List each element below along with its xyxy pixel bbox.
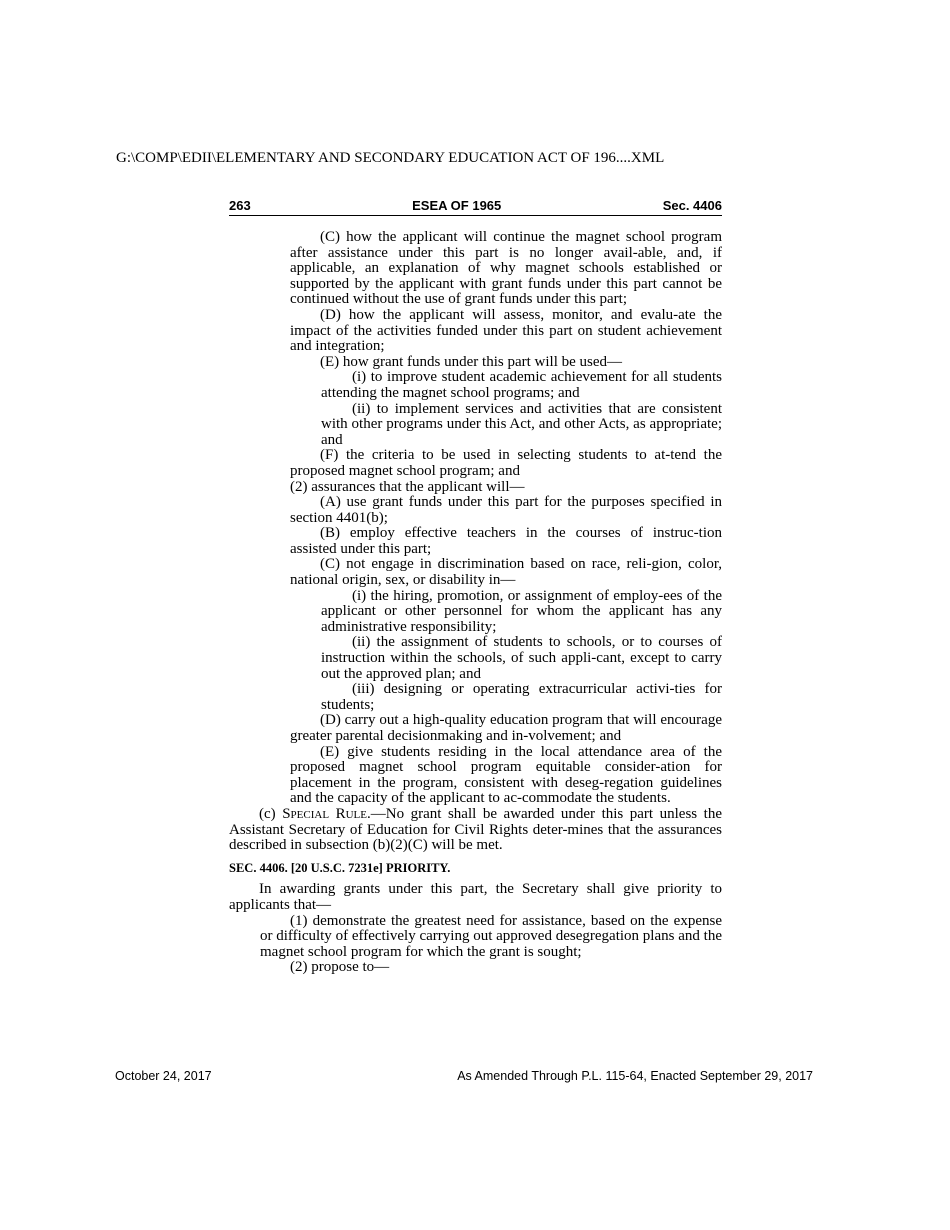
level-2-block	[229, 495, 722, 589]
priority-1: (1) demonstrate the greatest need for assistance, based on the expense or difficulty of effectively carrying out approved desegregation plans and the magnet school program for which the grant is sought;	[260, 912, 722, 960]
special-rule-text: .—No grant shall be awarded under this part unless the Assistant Secretary of Education for Civil Rights deter-mines that the assurances described in subsection (b)(2)(C) will be met.	[229, 805, 723, 854]
paragraph-b-D: (D) how the applicant will assess, monitor, and evalu-ate the impact of the activities funded under this part on student achievement and integration;	[290, 306, 722, 355]
paragraph-b-E-i: (i) to improve student academic achievement for all students attending the magnet school programs; and	[321, 369, 722, 401]
paragraph-2: (2) assurances that the applicant will—	[290, 478, 525, 495]
level-2-block	[229, 230, 722, 370]
paragraph-2-B: (B) employ effective teachers in the courses of instruc-tion assisted under this part;	[290, 525, 722, 557]
paragraph-2-C-iii: (iii) designing or operating extracurricular activi-ties for students;	[321, 681, 722, 713]
section-intro: In awarding grants under this part, the Secretary shall give priority to applicants that—	[229, 881, 722, 913]
paragraph-2-C: (C) not engage in discrimination based on race, reli-gion, color, national origin, sex, or disability in—	[290, 556, 722, 589]
paragraph-b-F: (F) the criteria to be used in selecting students to at-tend the proposed magnet school program; and	[290, 447, 722, 479]
section-heading: SEC. 4406. [20 U.S.C. 7231e] PRIORITY.	[229, 860, 451, 875]
paragraph-b-E-ii: (ii) to implement services and activities that are consistent with other programs under this Act, and other Acts, as appropriate; and	[321, 400, 722, 448]
priority-2: (2) propose to—	[290, 959, 390, 976]
level-3-block	[229, 589, 722, 714]
running-header	[229, 198, 722, 216]
level-1-block	[229, 480, 722, 496]
running-title: ESEA OF 1965	[412, 198, 502, 213]
paragraph-2-C-i: (i) the hiring, promotion, or assignment of employ-ees of the applicant or other personnel for whom the applicant has any administrative responsibility;	[321, 587, 722, 635]
level-2-block	[229, 448, 722, 479]
footer-date: October 24, 2017	[115, 1069, 212, 1083]
subsection-c-label: (c)	[259, 805, 283, 822]
paragraph-2-C-ii: (ii) the assignment of students to schools, or to courses of instruction within the schools, of such appli-cant, except to carry out the approved plan; and	[321, 634, 722, 682]
file-path: G:\COMP\EDII\ELEMENTARY AND SECONDARY EDUCATION ACT OF 196....XML	[116, 150, 665, 166]
section-label: Sec. 4406	[662, 198, 722, 213]
paragraph-2-E: (E) give students residing in the local attendance area of the proposed magnet school program equitable consider-ation for placement in the program, consistent with deseg-regation guidelines and the capacity of the applicant to ac-commodate the students.	[290, 743, 722, 807]
paragraph-2-D: (D) carry out a high-quality education program that will encourage greater parental decisionmaking and in-volvement; and	[290, 712, 722, 744]
level-3-block	[229, 370, 722, 448]
level-2-block	[229, 713, 722, 807]
paragraph-b-E: (E) how grant funds under this part will be used—	[320, 353, 623, 370]
level-1-block	[229, 914, 722, 976]
special-rule-heading: Special Rule	[282, 805, 367, 822]
page-number: 263	[229, 198, 251, 213]
level-0-block	[229, 807, 722, 914]
document-body	[229, 230, 722, 976]
paragraph-c-special-rule	[229, 807, 722, 854]
paragraph-b-C: (C) how the applicant will continue the magnet school program after assistance under this part is no longer avail-able, and, if applicable, an explanation of why magnet schools established or supported by the applicant with grant funds under this part cannot be continued without the use of grant funds under this part;	[290, 229, 722, 308]
footer-amended: As Amended Through P.L. 115-64, Enacted September 29, 2017	[457, 1069, 813, 1083]
paragraph-2-A: (A) use grant funds under this part for the purposes specified in section 4401(b);	[290, 494, 722, 526]
